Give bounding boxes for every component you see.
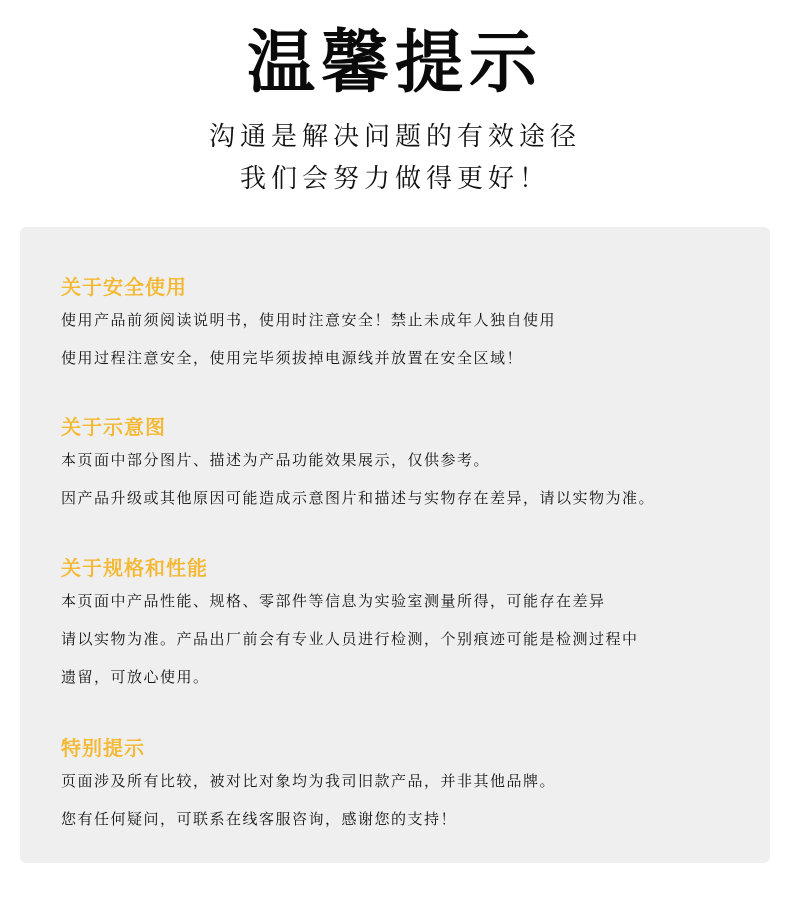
section-text-line: 您有任何疑问，可联系在线客服咨询，感谢您的支持！ <box>61 810 458 828</box>
section-text-line: 本页面中部分图片、描述为产品功能效果展示，仅供参考。 <box>61 451 491 469</box>
section-safety <box>61 274 781 368</box>
subtitle-line-2: 我们会努力做得更好！ <box>239 164 550 194</box>
page-title: 温馨提示 <box>246 24 543 103</box>
notice-card <box>20 227 770 863</box>
section-text-line: 使用产品前须阅读说明书，使用时注意安全！禁止未成年人独自使用 <box>61 311 557 329</box>
section-heading: 关于示意图 <box>61 415 166 439</box>
section-illustration <box>61 414 781 508</box>
section-text-line: 遗留，可放心使用。 <box>61 668 210 686</box>
subtitle-line-1: 沟通是解决问题的有效途径 <box>208 122 581 152</box>
section-heading: 关于规格和性能 <box>61 556 208 580</box>
section-text-line: 页面涉及所有比较，被对比对象均为我司旧款产品，并非其他品牌。 <box>61 772 557 790</box>
section-text-line: 因产品升级或其他原因可能造成示意图片和描述与实物存在差异，请以实物为准。 <box>61 489 656 507</box>
section-heading: 特别提示 <box>61 736 145 760</box>
section-specs <box>61 555 781 687</box>
section-special-notice <box>61 735 781 829</box>
section-heading: 关于安全使用 <box>61 275 187 299</box>
section-text-line: 请以实物为准。产品出厂前会有专业人员进行检测，个别痕迹可能是检测过程中 <box>61 630 639 648</box>
section-text-line: 使用过程注意安全，使用完毕须拔掉电源线并放置在安全区域！ <box>61 349 524 367</box>
section-text-line: 本页面中产品性能、规格、零部件等信息为实验室测量所得，可能存在差异 <box>61 592 606 610</box>
